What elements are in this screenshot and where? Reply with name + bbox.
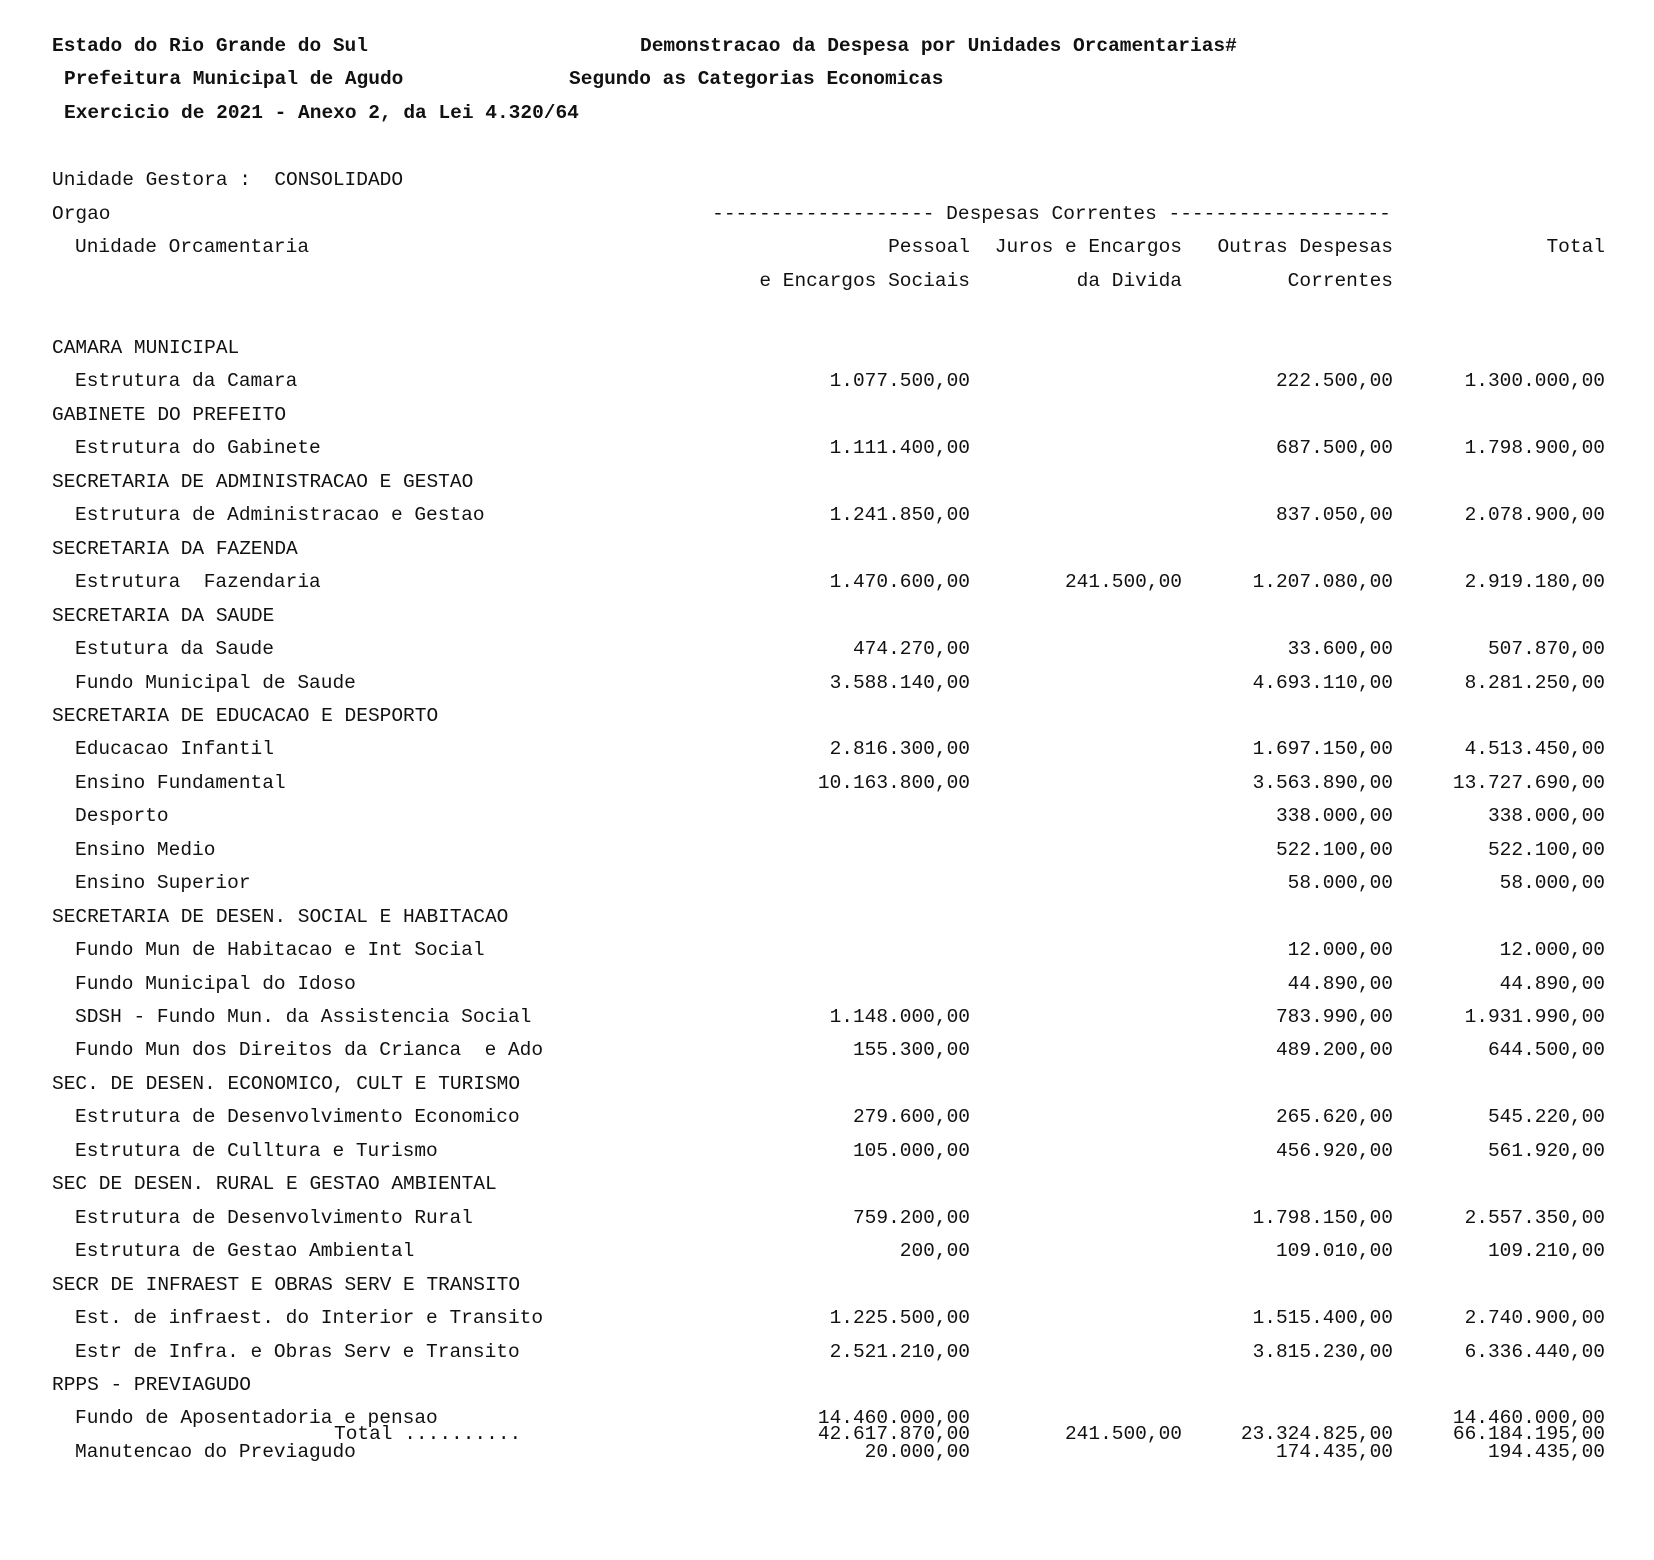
column-juros-line2: da Divida [1076,270,1182,292]
orgao-row [0,1072,1654,1096]
pessoal-value: 3.588.140,00 [829,672,970,694]
total-value: 545.220,00 [1487,1106,1605,1128]
column-orgao: Orgao [52,203,111,225]
orgao-name: SECRETARIA DA SAUDE [52,605,275,627]
grand-total-total: 66.184.195,00 [1452,1423,1605,1445]
total-value: 1.931.990,00 [1464,1006,1605,1028]
total-value: 2.557.350,00 [1464,1207,1605,1229]
total-value: 14.460.000,00 [1452,1407,1605,1429]
unidade-name: Est. de infraest. do Interior e Transito [75,1307,544,1329]
total-value: 58.000,00 [1499,872,1605,894]
table-row [0,771,1654,795]
unidade-name: Estrutura de Desenvolvimento Economico [75,1106,520,1128]
pessoal-value: 2.521.210,00 [829,1341,970,1363]
table-row [0,737,1654,761]
pessoal-value: 2.816.300,00 [829,738,970,760]
orgao-name: SECR DE INFRAEST E OBRAS SERV E TRANSITO [52,1274,521,1296]
table-row [0,671,1654,695]
unidade-name: Estrutura do Gabinete [75,437,321,459]
column-outras-line1: Outras Despesas [1217,236,1393,258]
pessoal-value: 155.300,00 [852,1039,970,1061]
unidade-name: Estutura da Saude [75,638,274,660]
outras-value: 687.500,00 [1275,437,1393,459]
unidade-name: Estrutura de Administracao e Gestao [75,504,485,526]
pessoal-value: 14.460.000,00 [817,1407,970,1429]
pessoal-value: 20.000,00 [864,1441,970,1463]
outras-value: 1.515.400,00 [1252,1307,1393,1329]
unidade-name: Fundo Municipal de Saude [75,672,356,694]
total-value: 507.870,00 [1487,638,1605,660]
total-value: 644.500,00 [1487,1039,1605,1061]
orgao-name: SECRETARIA DE DESEN. SOCIAL E HABITACAO [52,906,509,928]
column-total: Total [1546,236,1605,258]
orgao-row [0,604,1654,628]
unidade-name: Estrutura de Gestao Ambiental [75,1240,415,1262]
unidade-name: Fundo de Aposentadoria e pensao [75,1407,438,1429]
pessoal-value: 1.241.850,00 [829,504,970,526]
table-row [0,1038,1654,1062]
orgao-row [0,403,1654,427]
outras-value: 1.207.080,00 [1252,571,1393,593]
total-value: 2.919.180,00 [1464,571,1605,593]
pessoal-value: 279.600,00 [852,1106,970,1128]
unidade-name: Fundo Mun de Habitacao e Int Social [75,939,485,961]
column-pessoal-line1: Pessoal [888,236,970,258]
managing-unit: Unidade Gestora : CONSOLIDADO [52,169,404,191]
outras-value: 58.000,00 [1287,872,1393,894]
unidade-name: Estrutura da Camara [75,370,298,392]
table-row [0,938,1654,962]
outras-value: 1.697.150,00 [1252,738,1393,760]
orgao-row [0,905,1654,929]
orgao-row [0,537,1654,561]
table-row [0,369,1654,393]
pessoal-value: 1.111.400,00 [829,437,970,459]
unidade-name: SDSH - Fundo Mun. da Assistencia Social [75,1006,532,1028]
unidade-name: Desporto [75,805,169,827]
outras-value: 522.100,00 [1275,839,1393,861]
orgao-row [0,470,1654,494]
column-group-despesas-correntes: ------------------- Despesas Correntes ------------------- [712,203,1391,225]
outras-value: 174.435,00 [1275,1441,1393,1463]
table-row [0,1105,1654,1129]
outras-value: 109.010,00 [1275,1240,1393,1262]
orgao-row [0,704,1654,728]
state-name: Estado do Rio Grande do Sul [52,35,368,57]
outras-value: 4.693.110,00 [1252,672,1393,694]
column-unidade-orcamentaria: Unidade Orcamentaria [75,236,310,258]
pessoal-value: 1.225.500,00 [829,1307,970,1329]
column-pessoal-line2: e Encargos Sociais [759,270,970,292]
orgao-row [0,1273,1654,1297]
unidade-name: Fundo Mun dos Direitos da Crianca e Ado [75,1039,544,1061]
total-value: 8.281.250,00 [1464,672,1605,694]
table-row [0,570,1654,594]
table-row [0,1005,1654,1029]
orgao-name: SEC. DE DESEN. ECONOMICO, CULT E TURISMO [52,1073,521,1095]
orgao-name: CAMARA MUNICIPAL [52,337,240,359]
grand-total-pessoal: 42.617.870,00 [817,1423,970,1445]
table-row [0,503,1654,527]
total-value: 561.920,00 [1487,1140,1605,1162]
total-value: 1.798.900,00 [1464,437,1605,459]
total-value: 4.513.450,00 [1464,738,1605,760]
total-value: 12.000,00 [1499,939,1605,961]
total-value: 2.078.900,00 [1464,504,1605,526]
pessoal-value: 474.270,00 [852,638,970,660]
orgao-row [0,1172,1654,1196]
table-row [0,1340,1654,1364]
total-value: 1.300.000,00 [1464,370,1605,392]
unidade-name: Ensino Medio [75,839,216,861]
unidade-name: Manutencao do Previagudo [75,1441,356,1463]
total-value: 522.100,00 [1487,839,1605,861]
unidade-name: Estrutura de Desenvolvimento Rural [75,1207,473,1229]
table-row [0,1239,1654,1263]
outras-value: 3.815.230,00 [1252,1341,1393,1363]
unidade-name: Ensino Fundamental [75,772,286,794]
table-row [0,871,1654,895]
table-row [0,637,1654,661]
outras-value: 837.050,00 [1275,504,1393,526]
orgao-row [0,336,1654,360]
report-title: Demonstracao da Despesa por Unidades Orcamentarias# [640,35,1237,57]
unidade-name: Fundo Municipal do Idoso [75,973,356,995]
pessoal-value: 1.148.000,00 [829,1006,970,1028]
orgao-name: RPPS - PREVIAGUDO [52,1374,251,1396]
pessoal-value: 105.000,00 [852,1140,970,1162]
outras-value: 489.200,00 [1275,1039,1393,1061]
outras-value: 265.620,00 [1275,1106,1393,1128]
column-outras-line2: Correntes [1287,270,1393,292]
orgao-row [0,1373,1654,1397]
outras-value: 3.563.890,00 [1252,772,1393,794]
unidade-name: Estrutura Fazendaria [75,571,321,593]
unidade-name: Estrutura de Culltura e Turismo [75,1140,438,1162]
total-value: 338.000,00 [1487,805,1605,827]
municipality-name: Prefeitura Municipal de Agudo [64,68,404,90]
total-value: 6.336.440,00 [1464,1341,1605,1363]
total-value: 2.740.900,00 [1464,1307,1605,1329]
orgao-name: SECRETARIA DE ADMINISTRACAO E GESTAO [52,471,474,493]
grand-total-row [0,1422,1654,1446]
report-subtitle: Segundo as Categorias Economicas [569,68,944,90]
unidade-name: Estr de Infra. e Obras Serv e Transito [75,1341,520,1363]
outras-value: 338.000,00 [1275,805,1393,827]
table-row [0,1306,1654,1330]
pessoal-value: 200,00 [899,1240,970,1262]
table-row [0,804,1654,828]
orgao-name: GABINETE DO PREFEITO [52,404,287,426]
grand-total-label: Total .......... [334,1423,522,1445]
outras-value: 12.000,00 [1287,939,1393,961]
orgao-name: SEC DE DESEN. RURAL E GESTAO AMBIENTAL [52,1173,497,1195]
outras-value: 33.600,00 [1287,638,1393,660]
table-row [0,1206,1654,1230]
table-row [0,972,1654,996]
pessoal-value: 1.077.500,00 [829,370,970,392]
pessoal-value: 1.470.600,00 [829,571,970,593]
outras-value: 456.920,00 [1275,1140,1393,1162]
pessoal-value: 10.163.800,00 [817,772,970,794]
orgao-name: SECRETARIA DE EDUCACAO E DESPORTO [52,705,439,727]
table-row [0,1139,1654,1163]
outras-value: 1.798.150,00 [1252,1207,1393,1229]
total-value: 194.435,00 [1487,1441,1605,1463]
unidade-name: Ensino Superior [75,872,251,894]
grand-total-juros: 241.500,00 [1064,1423,1182,1445]
orgao-name: SECRETARIA DA FAZENDA [52,538,298,560]
grand-total-outras: 23.324.825,00 [1240,1423,1393,1445]
total-value: 13.727.690,00 [1452,772,1605,794]
unidade-name: Educacao Infantil [75,738,274,760]
table-row [0,436,1654,460]
pessoal-value: 759.200,00 [852,1207,970,1229]
total-value: 44.890,00 [1499,973,1605,995]
outras-value: 222.500,00 [1275,370,1393,392]
juros-value: 241.500,00 [1064,571,1182,593]
outras-value: 44.890,00 [1287,973,1393,995]
table-row [0,838,1654,862]
exercise-line: Exercicio de 2021 - Anexo 2, da Lei 4.320/64 [64,102,579,124]
total-value: 109.210,00 [1487,1240,1605,1262]
outras-value: 783.990,00 [1275,1006,1393,1028]
column-juros-line1: Juros e Encargos [994,236,1182,258]
